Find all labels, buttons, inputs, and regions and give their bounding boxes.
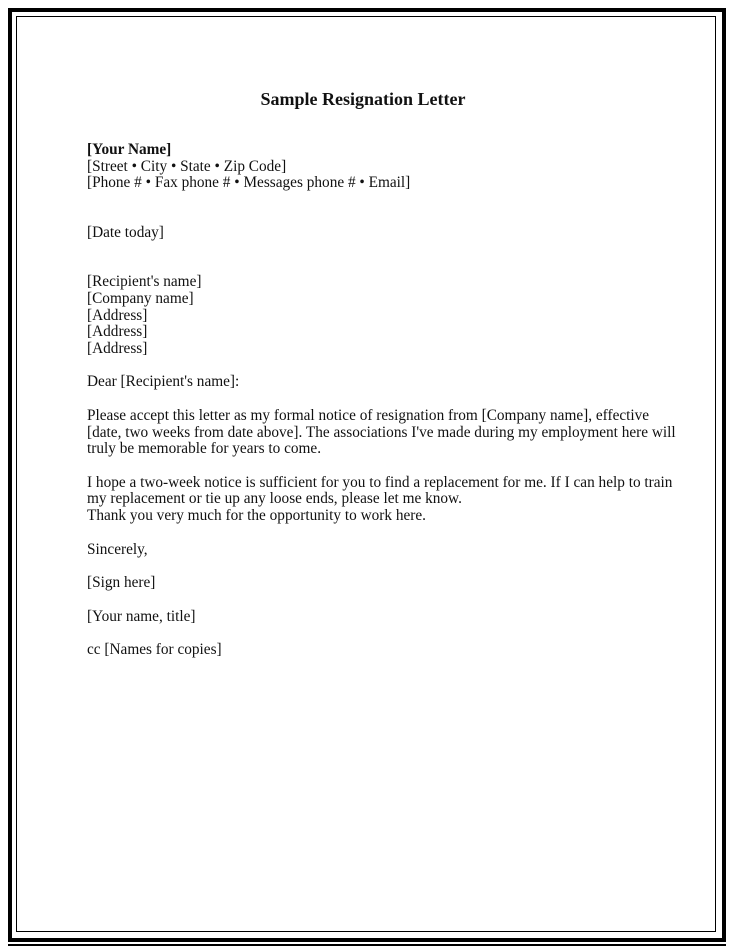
recipient-name: [Recipient's name]	[87, 273, 202, 291]
paragraph-line: Please accept this letter as my formal notice of resignation from [Company name], effective	[87, 406, 650, 424]
paragraph-line: [date, two weeks from date above]. The associations I've made during my employment here will	[87, 423, 676, 441]
letter-date: [Date today]	[87, 223, 164, 241]
paragraph-notice	[87, 406, 676, 458]
salutation-block	[87, 374, 657, 391]
bottom-rule	[8, 944, 726, 946]
letter-title: Sample Resignation Letter	[260, 89, 466, 109]
salutation: Dear [Recipient's name]:	[87, 373, 240, 391]
recipient-address-line: [Address]	[87, 323, 148, 341]
recipient-address-line: [Address]	[87, 339, 148, 357]
letter-body	[87, 88, 676, 659]
paragraph-line: truly be memorable for years to come.	[87, 440, 322, 458]
sender-block	[87, 142, 657, 192]
paragraph-line: Thank you very much for the opportunity to work here.	[87, 506, 426, 524]
signer-block	[87, 609, 657, 626]
sender-contact: [Phone # • Fax phone # • Messages phone # • Email]	[87, 174, 411, 192]
closing: Sincerely,	[87, 540, 148, 558]
recipient-company: [Company name]	[87, 289, 194, 307]
recipient-address-line: [Address]	[87, 306, 148, 324]
signature-placeholder: [Sign here]	[87, 574, 156, 592]
recipient-block	[87, 274, 657, 357]
sender-address: [Street • City • State • Zip Code]	[87, 157, 287, 175]
paragraph-line: my replacement or tie up any loose ends, please let me know.	[87, 490, 462, 508]
paragraph-line: I hope a two-week notice is sufficient for you to find a replacement for me. If I can help to train	[87, 473, 673, 491]
cc-block	[87, 642, 657, 659]
cc-line: cc [Names for copies]	[87, 641, 222, 659]
sender-name: [Your Name]	[87, 141, 172, 158]
date-block	[87, 225, 657, 242]
paragraph-transition	[87, 473, 673, 525]
signature-block	[87, 575, 657, 592]
signer-name-title: [Your name, title]	[87, 607, 196, 625]
closing-block	[87, 542, 657, 559]
